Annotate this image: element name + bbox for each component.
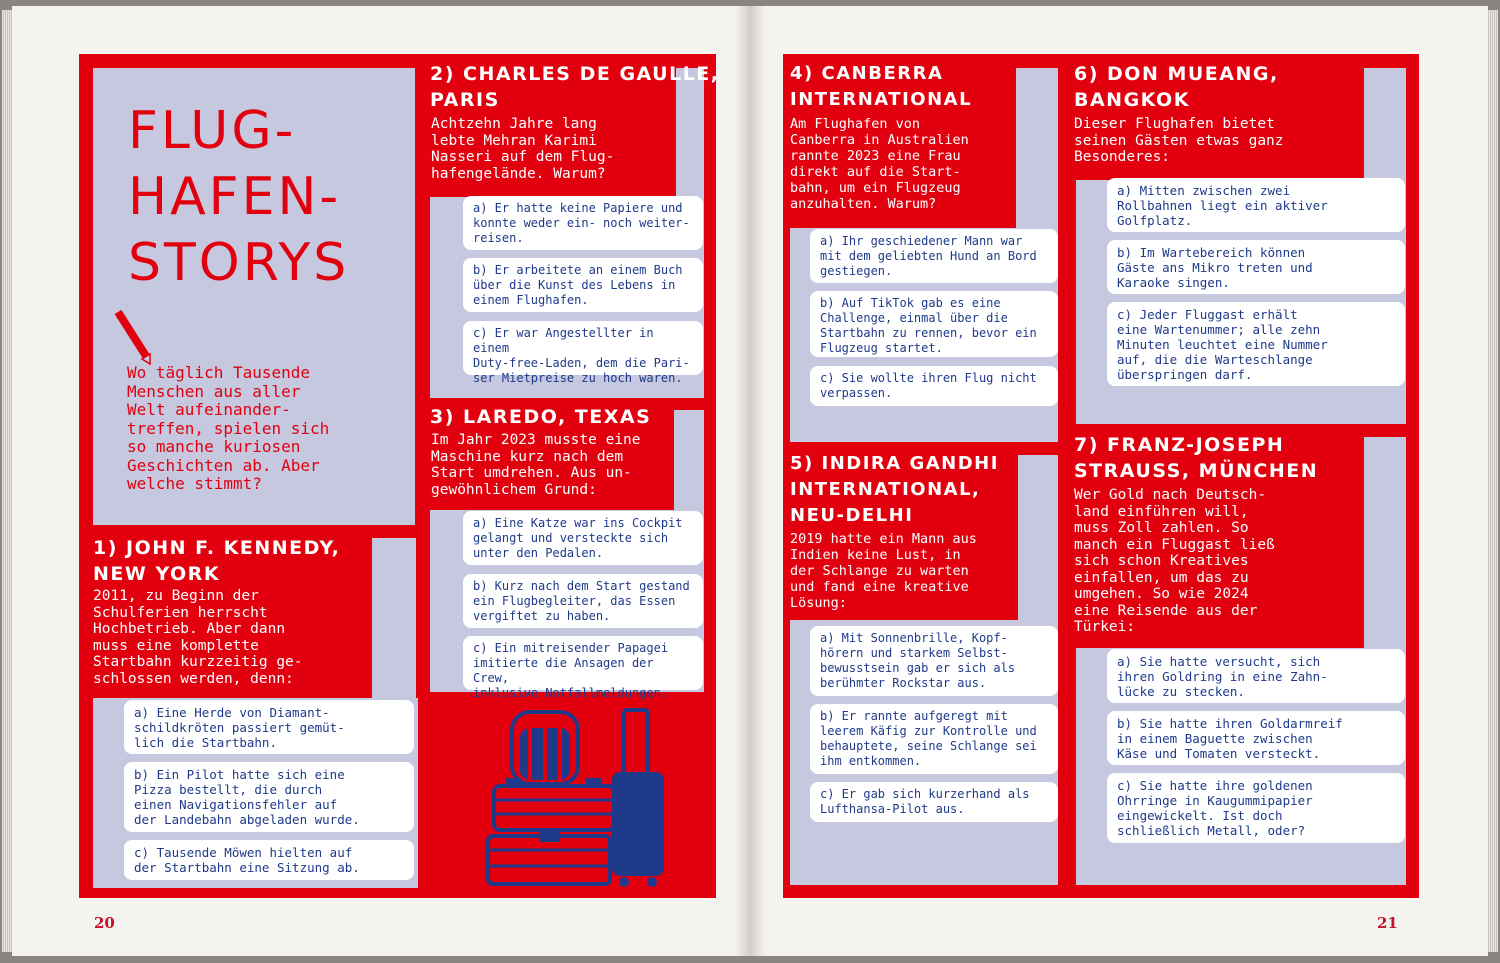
story5-option-b[interactable]: b) Er rannte aufgeregt mit leerem Käfig zur Kontrolle und behauptete, seine Schlange sei ihm entkommen. — [810, 704, 1058, 774]
story6-option-c[interactable]: c) Jeder Fluggast erhält eine Wartenummer; alle zehn Minuten leuchtet eine Nummer auf, die die Warteschlange überspringen darf. — [1107, 302, 1405, 386]
story5-option-a[interactable]: a) Mit Sonnenbrille, Kopf- hörern und starkem Selbst- bewusstsein gab er sich als berühmter Rockstar aus. — [810, 626, 1058, 696]
story2-heading: 2) CHARLES DE GAULLE, PARIS — [430, 63, 720, 111]
story4-option-c[interactable]: c) Sie wollte ihren Flug nicht verpassen. — [810, 366, 1058, 406]
intro-text: Wo täglich Tausende Menschen aus aller Welt aufeinander- treffen, spielen sich so manche kuriosen Geschichten ab. Aber welche stimmt? — [127, 363, 330, 493]
story7-option-c[interactable]: c) Sie hatte ihre goldenen Ohrringe in Kaugummipapier eingewickelt. Ist doch schließlich Metall, oder? — [1107, 773, 1405, 843]
story5-heading: 5) INDIRA GANDHI INTERNATIONAL, NEU-DELHI — [790, 453, 999, 526]
story4-heading: 4) CANBERRA INTERNATIONAL — [790, 63, 973, 110]
story7-option-b[interactable]: b) Sie hatte ihren Goldarmreif in einem Baguette zwischen Käse und Tomaten versteckt. — [1107, 711, 1405, 765]
story3-question: Im Jahr 2023 musste eine Maschine kurz nach dem Start umdrehen. Aus un- gewöhnlichem Grund: — [431, 432, 641, 498]
story3-heading: 3) LAREDO, TEXAS — [430, 406, 652, 428]
story6-heading: 6) DON MUEANG, BANGKOK — [1074, 63, 1279, 111]
story2-question: Achtzehn Jahre lang lebte Mehran Karimi Nasseri auf dem Flug- hafengelände. Warum? — [431, 116, 615, 182]
story2-option-c[interactable]: c) Er war Angestellter in einem Duty-free-Laden, dem die Pari- ser Mietpreise zu hoch waren. — [463, 321, 703, 375]
story5-option-c[interactable]: c) Er gab sich kurzerhand als Lufthansa-Pilot aus. — [810, 782, 1058, 822]
book-gutter — [735, 6, 765, 956]
story1-question: 2011, zu Beginn der Schulferien herrscht Hochbetrieb. Aber dann muss eine komplette Startbahn kurzzeitig ge- schlossen werden, denn: — [93, 588, 303, 687]
story2-option-b[interactable]: b) Er arbeitete an einem Buch über die Kunst des Lebens in einem Flughafen. — [463, 258, 703, 312]
page-edges-left — [2, 10, 12, 952]
story7-question: Wer Gold nach Deutsch- land einführen will, muss Zoll zahlen. So manch ein Fluggast ließ sich schon Kreatives einfallen, um das zu umgehen. So wie 2024 eine Reisende aus der Türkei: — [1074, 487, 1275, 635]
luggage-illustration — [484, 700, 674, 890]
story2-option-a[interactable]: a) Er hatte keine Papiere und konnte weder ein- noch weiter- reisen. — [463, 196, 703, 250]
story6-question: Dieser Flughafen bietet seinen Gästen etwas ganz Besonderes: — [1074, 116, 1284, 165]
story3-option-b[interactable]: b) Kurz nach dem Start gestand ein Flugbegleiter, das Essen vergiftet zu haben. — [463, 574, 703, 628]
story1-option-c[interactable]: c) Tausende Möwen hielten auf der Startbahn eine Sitzung ab. — [124, 840, 414, 880]
story4-question: Am Flughafen von Canberra in Australien rannte 2023 eine Frau direkt auf die Start- bahn, um ein Flugzeug anzuhalten. Warum? — [790, 116, 969, 212]
page-number-left: 20 — [94, 914, 115, 932]
story5-question: 2019 hatte ein Mann aus Indien keine Lust, in der Schlange zu warten und fand eine kreative Lösung: — [790, 531, 977, 611]
story1-option-b[interactable]: b) Ein Pilot hatte sich eine Pizza bestellt, die durch einen Navigationsfehler auf der Landebahn abgeladen wurde. — [124, 762, 414, 832]
story6-option-a[interactable]: a) Mitten zwischen zwei Rollbahnen liegt ein aktiver Golfplatz. — [1107, 178, 1405, 232]
story1-heading: 1) JOHN F. KENNEDY, NEW YORK — [93, 537, 341, 585]
pencil-icon — [112, 306, 156, 366]
story7-heading: 7) FRANZ-JOSEPH STRAUSS, MÜNCHEN — [1074, 434, 1319, 482]
story4-option-a[interactable]: a) Ihr geschiedener Mann war mit dem geliebten Hund an Bord gestiegen. — [810, 229, 1058, 283]
story7-option-a[interactable]: a) Sie hatte versucht, sich ihren Goldring in eine Zahn- lücke zu stecken. — [1107, 649, 1405, 703]
story3-option-c[interactable]: c) Ein mitreisender Papagei imitierte die Ansagen der Crew, inklusive Notfallmeldungen. — [463, 636, 703, 690]
story4-option-b[interactable]: b) Auf TikTok gab es eine Challenge, einmal über die Startbahn zu rennen, bevor ein Flugzeug startet. — [810, 291, 1058, 357]
page-title: FLUG- HAFEN- STORYS — [128, 101, 350, 293]
story3-option-a[interactable]: a) Eine Katze war ins Cockpit gelangt und versteckte sich unter den Pedalen. — [463, 511, 703, 565]
page-number-right: 21 — [1377, 914, 1398, 932]
story6-option-b[interactable]: b) Im Wartebereich können Gäste ans Mikro treten und Karaoke singen. — [1107, 240, 1405, 294]
story1-option-a[interactable]: a) Eine Herde von Diamant- schildkröten passiert gemüt- lich die Startbahn. — [124, 700, 414, 754]
